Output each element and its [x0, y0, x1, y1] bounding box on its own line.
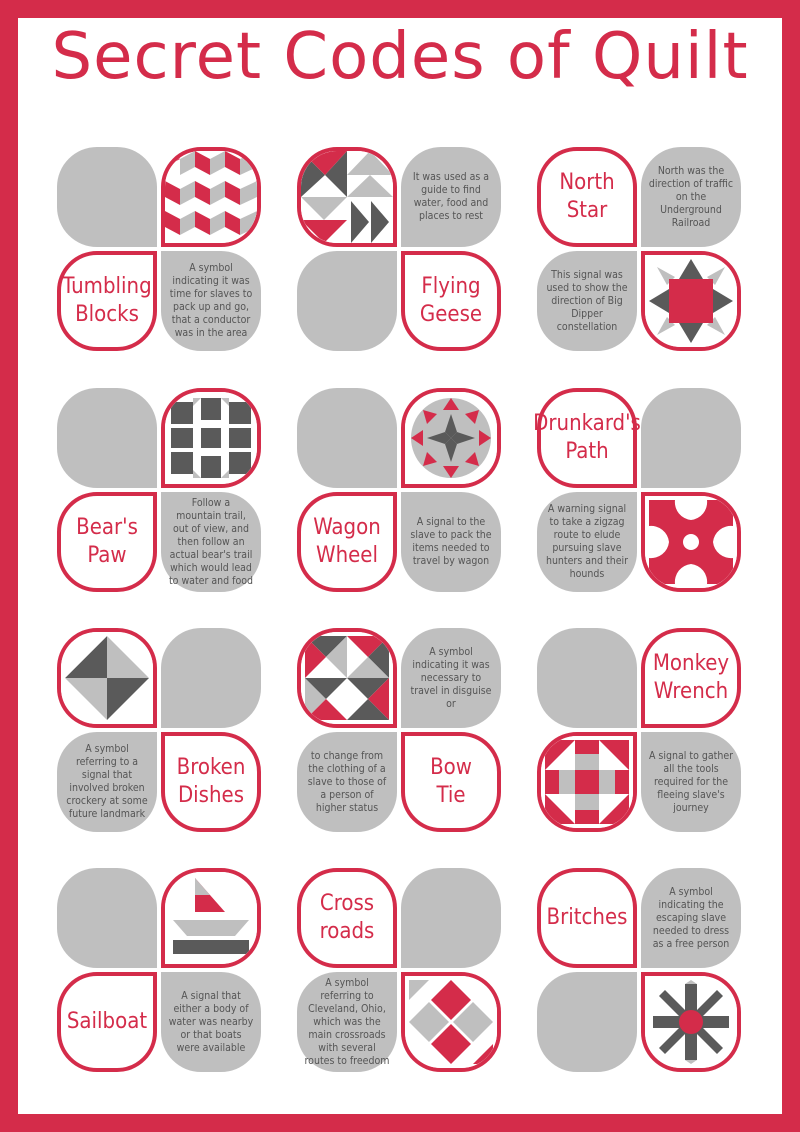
page-title: Secret Codes of Quilt — [51, 20, 749, 94]
quilt-description-britches: A symbol indicating the escaping slave needed to dress as a free person — [641, 868, 741, 968]
sailboat-icon — [161, 868, 261, 968]
gray-tile — [297, 388, 397, 488]
quilt-description-north-star-2: This signal was used to show the direction of Big Dipper constellation — [537, 251, 637, 351]
britches-icon — [641, 972, 741, 1072]
quilt-name-north-star: North Star — [537, 147, 637, 247]
quilt-name-crossroads: Cross roads — [297, 868, 397, 968]
quilt-description-north-star: North was the direction of traffic on the Underground Railroad — [641, 147, 741, 247]
quilt-name-bears-paw: Bear's Paw — [57, 492, 157, 592]
quilt-name-britches: Britches — [537, 868, 637, 968]
quilt-description-sailboat: A signal that either a body of water was nearby or that boats were available — [161, 972, 261, 1072]
broken-dishes-icon — [57, 628, 157, 728]
drunkards-path-icon — [641, 492, 741, 592]
quilt-name-wagon-wheel: Wagon Wheel — [297, 492, 397, 592]
quilt-description-crossroads: A symbol referring to Cleveland, Ohio, which was the main crossroads with several routes to freedom — [297, 972, 397, 1072]
monkey-wrench-icon — [537, 732, 637, 832]
quilt-description-broken-dishes: A symbol referring to a signal that involved broken crockery at some future landmark — [57, 732, 157, 832]
crossroads-icon — [401, 972, 501, 1072]
gray-tile — [401, 868, 501, 968]
quilt-name-monkey-wrench: Monkey Wrench — [641, 628, 741, 728]
quilt-description-bow-tie: A symbol indicating it was necessary to travel in disguise or — [401, 628, 501, 728]
gray-tile — [57, 147, 157, 247]
quilt-description-bears-paw: Follow a mountain trail, out of view, and then follow an actual bear's trail which would lead to water and food — [161, 492, 261, 592]
quilt-name-drunkards-path: Drunkard's Path — [537, 388, 637, 488]
quilt-description-wagon-wheel: A signal to the slave to pack the items needed to travel by wagon — [401, 492, 501, 592]
flying-geese-icon — [297, 147, 397, 247]
quilt-name-tumbling-blocks: Tumbling Blocks — [57, 251, 157, 351]
gray-tile — [641, 388, 741, 488]
gray-tile — [57, 388, 157, 488]
quilt-name-flying-geese: Flying Geese — [401, 251, 501, 351]
quilt-description-flying-geese: It was used as a guide to find water, food and places to rest — [401, 147, 501, 247]
gray-tile — [297, 251, 397, 351]
quilt-description-tumbling-blocks: A symbol indicating it was time for slaves to pack up and go, that a conductor was in the area — [161, 251, 261, 351]
quilt-name-bow-tie: Bow Tie — [401, 732, 501, 832]
quilt-name-sailboat: Sailboat — [57, 972, 157, 1072]
gray-tile — [537, 972, 637, 1072]
gray-tile — [57, 868, 157, 968]
wagon-wheel-icon — [401, 388, 501, 488]
gray-tile — [537, 628, 637, 728]
quilt-description-monkey-wrench: A signal to gather all the tools required for the fleeing slave's journey — [641, 732, 741, 832]
quilt-description-drunkards-path: A warning signal to take a zigzag route to elude pursuing slave hunters and their hounds — [537, 492, 637, 592]
bears-paw-icon — [161, 388, 261, 488]
bow-tie-icon — [297, 628, 397, 728]
quilt-name-broken-dishes: Broken Dishes — [161, 732, 261, 832]
gray-tile — [161, 628, 261, 728]
north-star-icon — [641, 251, 741, 351]
quilt-description-bow-tie-2: to change from the clothing of a slave to those of a person of higher status — [297, 732, 397, 832]
tumbling-blocks-icon — [161, 147, 261, 247]
